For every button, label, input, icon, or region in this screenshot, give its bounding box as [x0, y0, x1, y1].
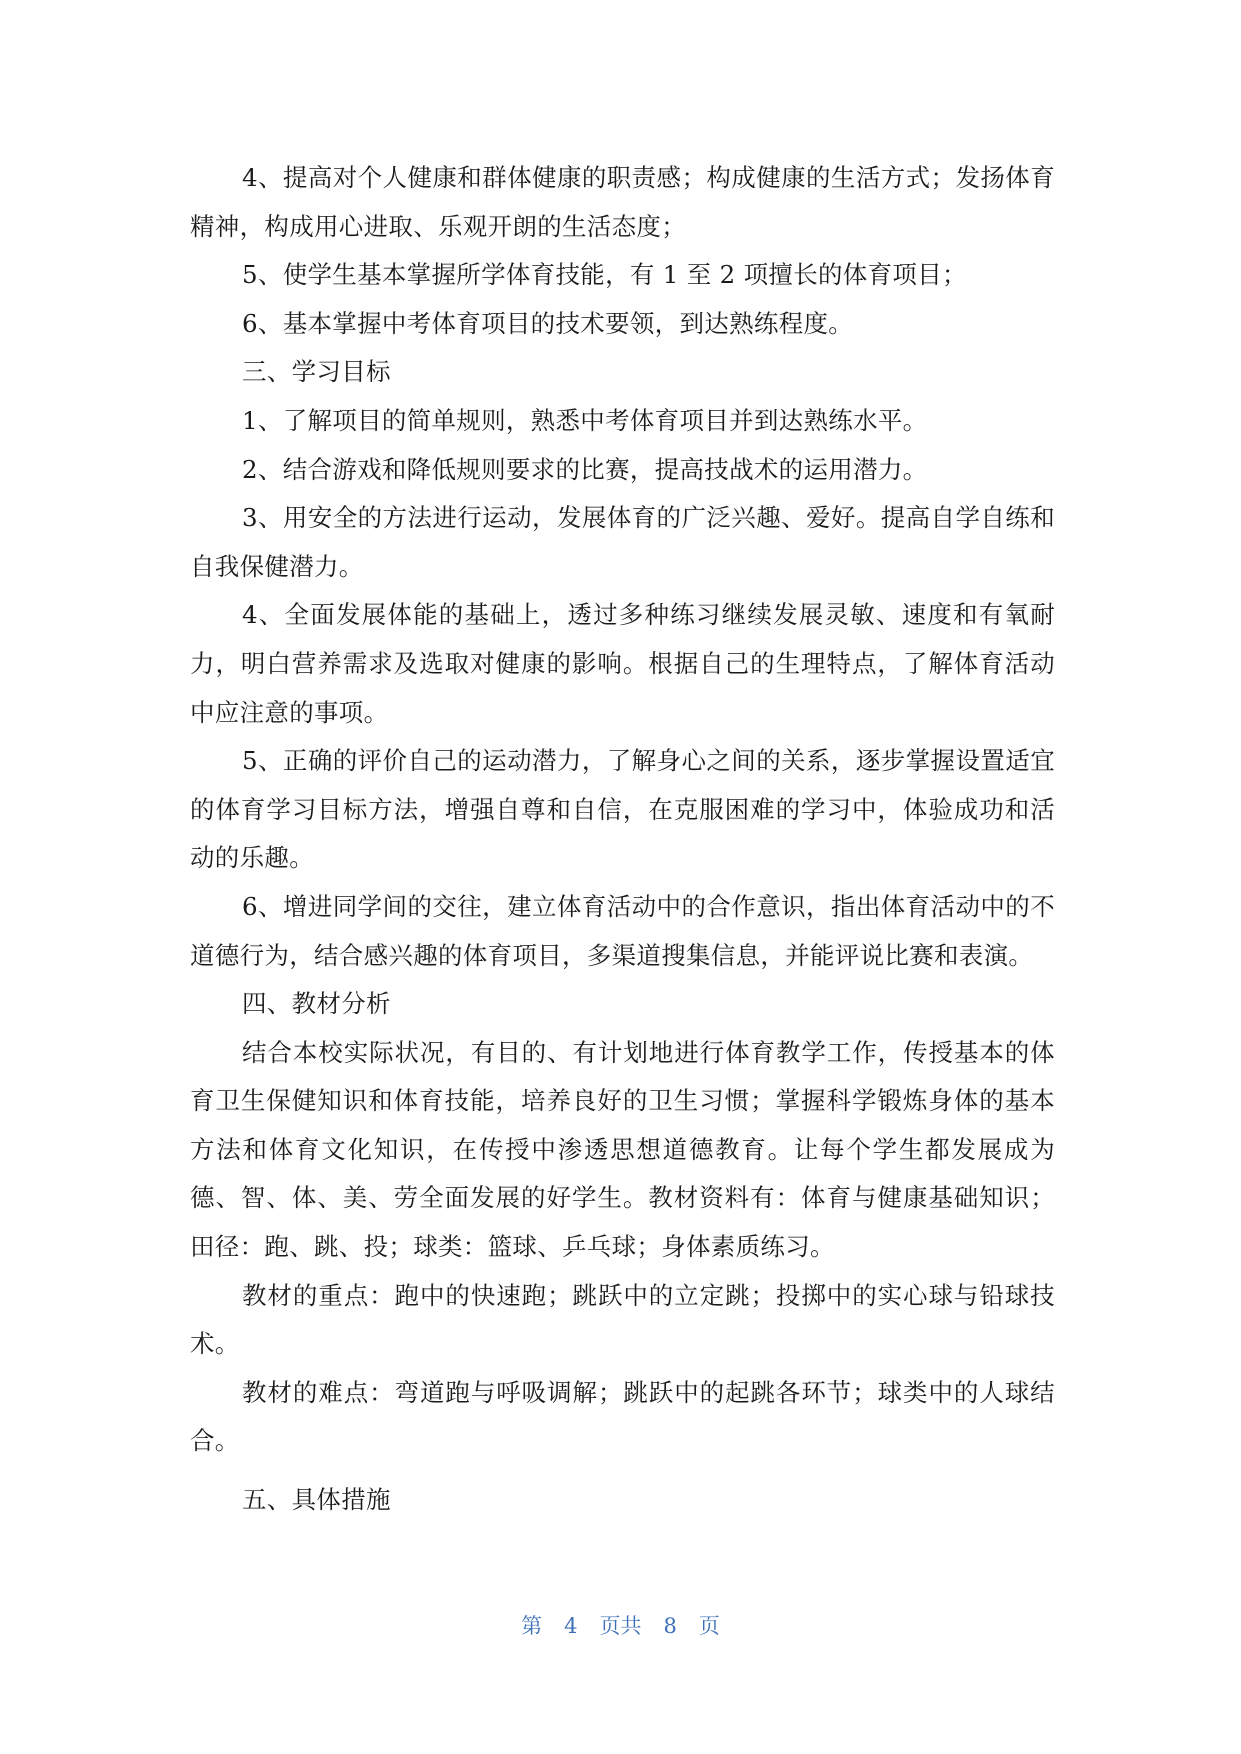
- footer-suffix: 页: [698, 1614, 720, 1638]
- paragraph-goal-5: 5、使学生基本掌握所学体育技能，有 1 至 2 项擅长的体育项目；: [242, 260, 967, 290]
- footer-prefix: 第: [521, 1614, 543, 1638]
- paragraph-learning-3: 3、用安全的方法进行运动，发展体育的广泛兴趣、爱好。提高自学自练和自我保健潜力。: [190, 503, 1055, 581]
- page-footer: [0, 1610, 1241, 1640]
- paragraph-goal-4: 4、提高对个人健康和群体健康的职责感；构成健康的生活方式；发扬体育精神，构成用心进取、乐观开朗的生活态度；: [190, 163, 1055, 241]
- paragraph-material-difficulties: 教材的难点：弯道跑与呼吸调解；跳跃中的起跳各环节；球类中的人球结合。: [190, 1377, 1055, 1456]
- section-heading-material-analysis: 四、教材分析: [242, 989, 391, 1019]
- paragraph-learning-5: 5、正确的评价自己的运动潜力，了解身心之间的关系，逐步掌握设置适宜的体育学习目标方法，增强自尊和自信，在克服困难的学习中，体验成功和活动的乐趣。: [190, 746, 1055, 873]
- paragraph-learning-6: 6、增进同学间的交往，建立体育活动中的合作意识，指出体育活动中的不道德行为，结合感兴趣的体育项目，多渠道搜集信息，并能评说比赛和表演。: [190, 891, 1055, 970]
- footer-middle: 页共: [599, 1614, 642, 1638]
- document-body: [190, 154, 1055, 1525]
- section-heading-measures: 五、具体措施: [242, 1485, 391, 1515]
- paragraph-goal-6: 6、基本掌握中考体育项目的技术要领，到达熟练程度。: [242, 308, 854, 338]
- paragraph-material-key-points: 教材的重点：跑中的快速跑；跳跃中的立定跳；投掷中的实心球与铅球技术。: [190, 1280, 1055, 1359]
- paragraph-learning-4: 4、全面发展体能的基础上，透过多种练习继续发展灵敏、速度和有氧耐力，明白营养需求及选取对健康的影响。根据自己的生理特点，了解体育活动中应注意的事项。: [190, 600, 1055, 727]
- paragraph-learning-1: 1、了解项目的简单规则，熟悉中考体育项目并到达熟练水平。: [242, 405, 928, 435]
- current-page-number: 4: [564, 1614, 578, 1638]
- paragraph-learning-2: 2、结合游戏和降低规则要求的比赛，提高技战术的运用潜力。: [242, 454, 928, 484]
- total-pages-number: 8: [663, 1614, 677, 1638]
- section-heading-learning-goals: 三、学习目标: [242, 357, 391, 387]
- paragraph-material-overview: 结合本校实际状况，有目的、有计划地进行体育教学工作，传授基本的体育卫生保健知识和体育技能，培养良好的卫生习惯；掌握科学锻炼身体的基本方法和体育文化知识，在传授中渗透思想道德教育。让每个学生都发展成为德、智、体、美、劳全面发展的好学生。教材资料有：体育与健康基础知识；田径：跑、跳、投；球类：篮球、乒乓球；身体素质练习。: [190, 1037, 1055, 1262]
